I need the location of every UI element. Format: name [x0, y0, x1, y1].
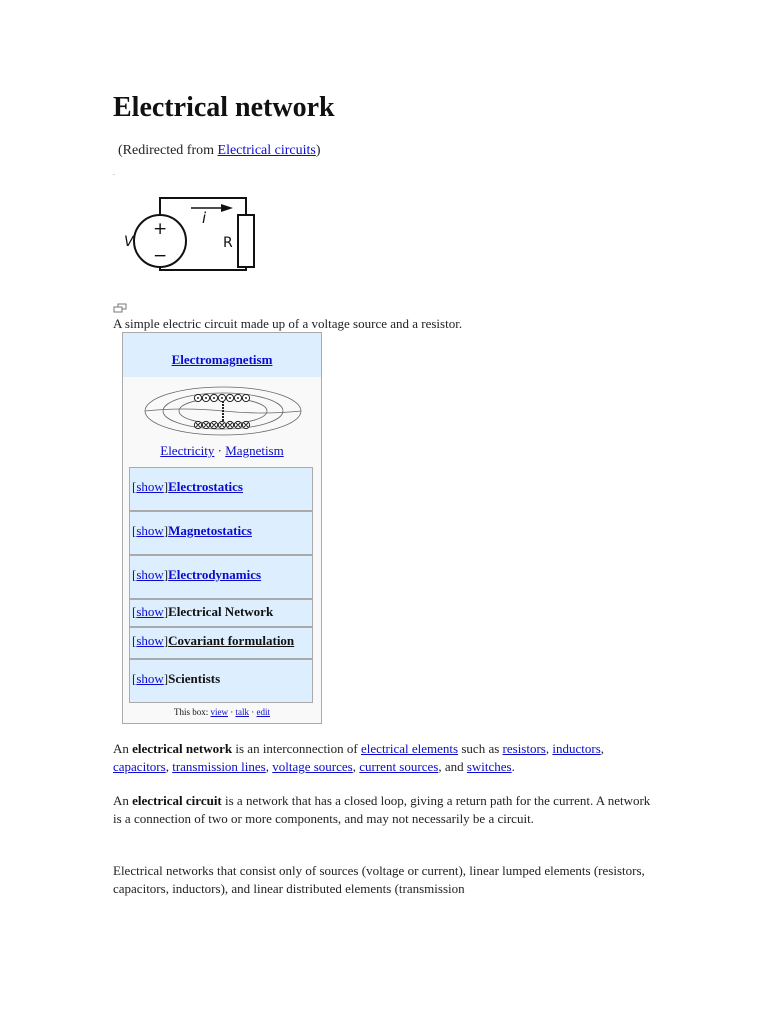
paragraph-definition	[113, 740, 653, 776]
show-toggle-electrical-network[interactable]: show	[136, 604, 164, 619]
bold-term: electrical network	[132, 741, 233, 756]
text: ,	[165, 759, 173, 774]
link-resistors[interactable]: resistors	[502, 741, 546, 756]
row-label-electrostatics[interactable]: Electrostatics	[168, 479, 243, 494]
bracket-close: ]	[163, 633, 169, 648]
footer-talk-link[interactable]: talk	[235, 707, 249, 717]
minus-sign: −	[153, 246, 168, 266]
bold-term: electrical circuit	[132, 793, 222, 808]
footer-sep: ·	[228, 707, 236, 717]
figure-caption: A simple electric circuit made up of a voltage source and a resistor.	[113, 316, 463, 331]
redirect-notice	[118, 143, 321, 159]
redirect-prefix: (Redirected from	[118, 143, 218, 158]
bracket-open: [	[132, 671, 137, 686]
infobox-header	[123, 333, 321, 377]
infobox-electromagnetism	[122, 332, 322, 724]
link-inductors[interactable]: inductors	[552, 741, 601, 756]
row-label-electrodynamics[interactable]: Electrodynamics	[168, 567, 262, 582]
redirect-suffix: )	[315, 143, 321, 158]
enlarge-icon[interactable]	[113, 303, 127, 313]
show-toggle-magnetostatics[interactable]: show	[136, 523, 164, 538]
bracket-close: ]	[163, 604, 169, 619]
separator-dot: .	[113, 168, 115, 177]
infobox-row-electrical-network	[129, 599, 313, 627]
text: ,	[600, 741, 605, 756]
row-label-covariant-formulation[interactable]: Covariant formulation	[168, 633, 295, 648]
show-toggle-electrostatics[interactable]: show	[136, 479, 164, 494]
row-label-electrical-network: Electrical Network	[168, 604, 274, 619]
text: An	[113, 793, 133, 808]
show-toggle-scientists[interactable]: show	[136, 671, 164, 686]
bracket-close: ]	[163, 567, 169, 582]
infobox-row-electrostatics	[129, 467, 313, 511]
link-separator: ·	[214, 443, 226, 458]
footer-edit-link[interactable]: edit	[256, 707, 270, 717]
footer-sep: ·	[249, 707, 257, 717]
footer-view-link[interactable]: view	[210, 707, 228, 717]
infobox-row-electrodynamics	[129, 555, 313, 599]
paragraph-linear-networks: Electrical networks that consist only of sources (voltage or current), linear lumped elements (resistors, capacitors, inductors), and linear distributed elements (transmission	[113, 863, 645, 896]
bracket-open: [	[132, 479, 137, 494]
magnetism-link[interactable]: Magnetism	[225, 443, 284, 458]
text: is a network that has a closed loop, giving a return path for the current. A network is a connection of two or more components, and may not necessarily be a circuit.	[113, 793, 651, 826]
row-label-scientists: Scientists	[168, 671, 221, 686]
link-capacitors[interactable]: capacitors	[113, 759, 166, 774]
text: ,	[545, 741, 553, 756]
text: ,	[265, 759, 273, 774]
text: An	[113, 741, 133, 756]
infobox-row-scientists	[129, 659, 313, 703]
link-transmission-lines[interactable]: transmission lines	[172, 759, 266, 774]
text: is an interconnection of	[232, 741, 362, 756]
infobox-topic-links	[123, 443, 321, 459]
page-title: Electrical network	[113, 92, 335, 123]
bracket-open: [	[132, 633, 137, 648]
label-r: R	[223, 235, 233, 251]
infobox-title-link[interactable]: Electromagnetism	[171, 352, 273, 367]
text: such as	[458, 741, 503, 756]
electricity-link[interactable]: Electricity	[160, 443, 215, 458]
bottom-wire	[160, 267, 246, 270]
solenoid-field-image	[143, 381, 303, 441]
label-v: V	[124, 234, 134, 250]
redirect-link[interactable]: Electrical circuits	[217, 143, 316, 158]
bracket-open: [	[132, 604, 137, 619]
infobox-footer	[123, 707, 321, 717]
link-electrical-elements[interactable]: electrical elements	[361, 741, 459, 756]
label-i: i	[202, 209, 207, 227]
text: ,	[352, 759, 360, 774]
current-arrow-head	[221, 204, 233, 212]
infobox-row-magnetostatics	[129, 511, 313, 555]
show-toggle-electrodynamics[interactable]: show	[136, 567, 164, 582]
paragraph-circuit	[113, 792, 653, 828]
resistor-rect	[238, 215, 254, 267]
link-current-sources[interactable]: current sources	[359, 759, 439, 774]
footer-prefix: This box:	[173, 707, 211, 717]
plus-sign: +	[153, 219, 168, 239]
show-toggle-covariant-formulation[interactable]: show	[136, 633, 164, 648]
circuit-diagram[interactable]	[113, 190, 263, 272]
bracket-open: [	[132, 523, 137, 538]
infobox-row-covariant-formulation	[129, 627, 313, 659]
link-switches[interactable]: switches	[466, 759, 512, 774]
bracket-close: ]	[163, 671, 169, 686]
link-voltage-sources[interactable]: voltage sources	[272, 759, 353, 774]
text: , and	[438, 759, 467, 774]
bracket-close: ]	[163, 479, 169, 494]
text: .	[511, 759, 515, 774]
bracket-close: ]	[163, 523, 169, 538]
row-label-magnetostatics[interactable]: Magnetostatics	[168, 523, 252, 538]
bracket-open: [	[132, 567, 137, 582]
